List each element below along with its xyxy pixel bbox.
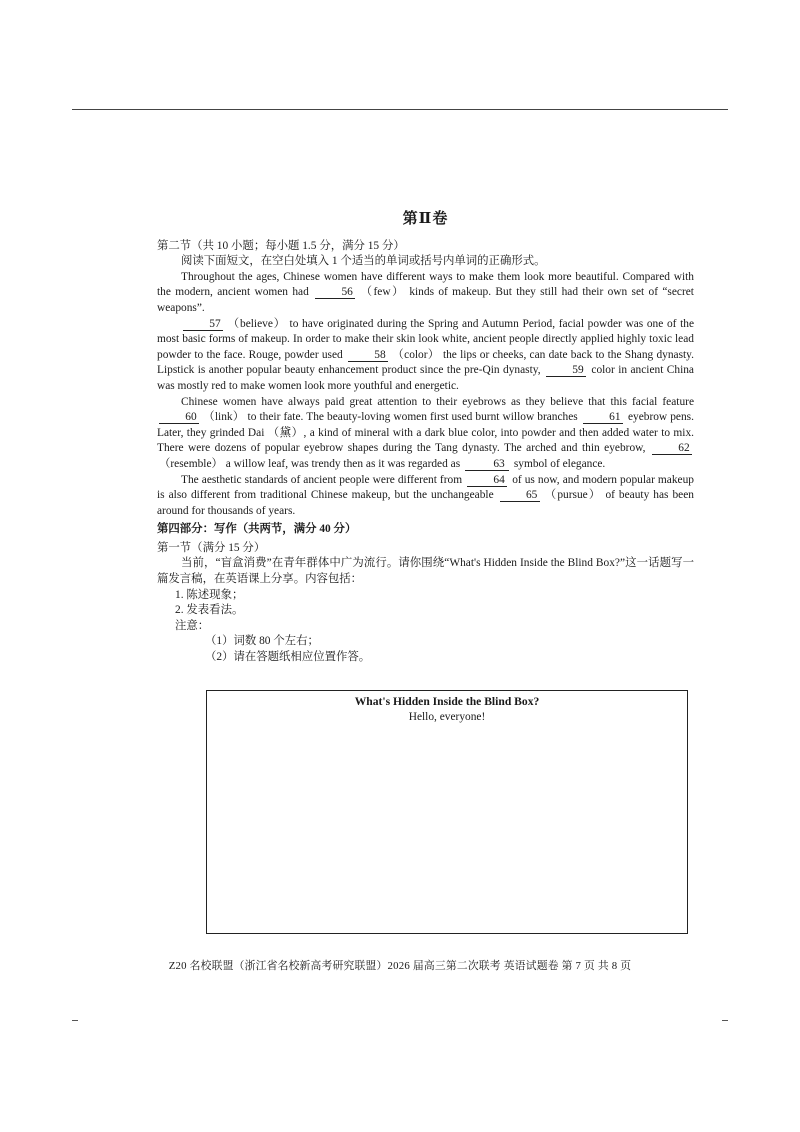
note-item-2: （2）请在答题纸相应位置作答。 xyxy=(205,651,371,664)
exam-page xyxy=(157,212,694,666)
blank-62: 62 xyxy=(652,442,692,455)
note-label: 注意： xyxy=(175,619,210,632)
p3-text-a: Chinese women have always paid great attention to their eyebrows as they believe that this facial feature xyxy=(181,395,694,408)
content-point-2: 2. 发表看法。 xyxy=(175,604,244,617)
p4-text-c: of beauty has been around for thousands of years. xyxy=(157,489,694,517)
p2-text-b: the lips or cheeks, can date back to the Shang dynasty. Lipstick is another popular beauty enhancement product since the pre-Qin dynasty, xyxy=(157,348,694,377)
blank-64: 64 xyxy=(467,474,507,487)
blank-57: 57 xyxy=(183,318,223,331)
note-item-1: （1）词数 80 个左右； xyxy=(205,635,319,648)
blank-63: 63 xyxy=(465,458,509,471)
p1-text-a: Throughout the ages, Chinese women have different ways to make them look more beautiful. Compared with the modern, ancient women had xyxy=(157,270,694,299)
p4-text-b: of us now, and modern popular makeup is also different from traditional Chinese makeup, but the unchangeable xyxy=(157,473,694,502)
section2-instruction: 阅读下面短文，在空白处填入 1 个适当的单词或括号内单词的正确形式。 xyxy=(181,255,546,268)
blank-59: 59 xyxy=(546,364,586,377)
hint-62: （resemble） xyxy=(159,457,223,470)
part4-subheading: 第一节（满分 15 分） xyxy=(157,541,266,554)
p1-text-c: kinds of makeup. But they still had their own set of “secret weapons”. xyxy=(157,286,694,314)
p2-text-c: color in ancient China was mostly red to make women look more youthful and energetic. xyxy=(157,364,694,392)
p4-text-a: The aesthetic standards of ancient people were different from xyxy=(181,473,463,486)
passage-paragraph-4 xyxy=(157,473,694,520)
passage-paragraph-2 xyxy=(157,317,694,395)
answer-box-greeting: Hello, everyone! xyxy=(408,711,486,723)
p2-text-a: to have originated during the Spring and Autumn Period, facial powder was one of the most basic forms of makeup. In order to make their skin look white, ancient people directly applied highly toxic lead powder to the face. Rouge, powder used xyxy=(157,317,694,361)
blank-65: 65 xyxy=(500,489,540,502)
corner-mark-left xyxy=(72,1020,78,1021)
hint-65: （pursue） xyxy=(543,489,602,502)
corner-mark-right xyxy=(722,1020,728,1021)
content-point-1: 1. 陈述现象； xyxy=(175,588,244,601)
passage-paragraph-3 xyxy=(157,395,694,473)
hint-56: （few） xyxy=(359,286,405,299)
hint-60: （link） xyxy=(203,411,245,424)
p3-text-e: symbol of elegance. xyxy=(513,457,606,470)
blank-61: 61 xyxy=(583,411,623,424)
page-title: 第Ⅱ卷 xyxy=(402,211,449,227)
p3-text-c: eyebrow pens. Later, they grinded Dai （黛）, a kind of mineral with a dark blue color, into powder and then added water to mix. There were dozens of popular eyebrow shapes during the Tang dynasty. The arched and thin eyebrow, xyxy=(157,411,694,455)
top-rule xyxy=(72,109,728,110)
blank-60: 60 xyxy=(159,411,199,424)
section2-heading: 第二节（共 10 小题；每小题 1.5 分，满分 15 分） xyxy=(157,239,405,252)
hint-57: （believe） xyxy=(227,317,286,330)
passage-paragraph-1 xyxy=(157,270,694,317)
answer-box xyxy=(206,690,688,934)
blank-58: 58 xyxy=(348,349,388,362)
page-footer: Z20 名校联盟（浙江省名校新高考研究联盟）2026 届高三第二次联考 英语试题卷 第 7 页 共 8 页 xyxy=(168,960,632,972)
blank-56: 56 xyxy=(315,286,355,299)
part4-heading: 第四部分：写作（共两节，满分 40 分） xyxy=(157,523,357,536)
writing-prompt: 当前，“盲盒消费”在青年群体中广为流行。请你围绕“What's Hidden Inside the Blind Box?”这一话题写一篇发言稿，在英语课上分享。内容包括： xyxy=(157,557,694,586)
answer-box-title: What's Hidden Inside the Blind Box? xyxy=(354,695,540,708)
hint-58: （color） xyxy=(391,348,440,361)
p3-text-b: to their fate. The beauty-loving women first used burnt willow branches xyxy=(247,411,578,424)
p3-text-d: a willow leaf, was trendy then as it was regarded as xyxy=(225,457,461,470)
